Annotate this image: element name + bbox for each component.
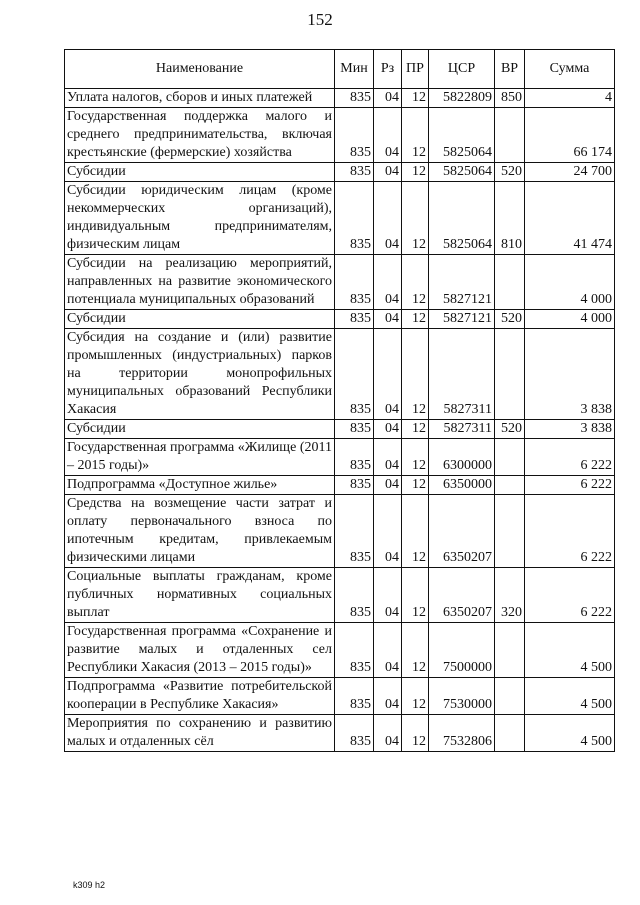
page-number: 152: [307, 10, 333, 29]
row-pr: 12: [402, 439, 429, 476]
row-min: 835: [335, 715, 374, 752]
row-vr: 520: [495, 420, 525, 439]
row-rz: 04: [374, 255, 402, 310]
row-name: Социальные выплаты гражданам, кроме публичных нормативных социальных выплат: [65, 568, 335, 623]
row-sum: 4 500: [525, 623, 615, 678]
row-vr: 520: [495, 163, 525, 182]
row-name: Субсидии: [65, 163, 335, 182]
row-sum: 4 000: [525, 255, 615, 310]
row-vr: [495, 715, 525, 752]
row-csr: 7532806: [429, 715, 495, 752]
row-min: 835: [335, 329, 374, 420]
row-pr: 12: [402, 623, 429, 678]
row-pr: 12: [402, 310, 429, 329]
table-row: [65, 476, 615, 495]
row-min: 835: [335, 476, 374, 495]
row-vr: 850: [495, 89, 525, 108]
row-min: 835: [335, 89, 374, 108]
row-pr: 12: [402, 420, 429, 439]
row-csr: 5825064: [429, 108, 495, 163]
row-rz: 04: [374, 329, 402, 420]
row-pr: 12: [402, 108, 429, 163]
row-csr: 7530000: [429, 678, 495, 715]
table-row: [65, 568, 615, 623]
row-min: 835: [335, 678, 374, 715]
row-pr: 12: [402, 476, 429, 495]
header-rz: Рз: [374, 50, 402, 89]
row-min: 835: [335, 420, 374, 439]
row-vr: 320: [495, 568, 525, 623]
row-sum: 41 474: [525, 182, 615, 255]
table-row: [65, 108, 615, 163]
row-min: 835: [335, 623, 374, 678]
row-min: 835: [335, 108, 374, 163]
row-pr: 12: [402, 678, 429, 715]
row-sum: 3 838: [525, 329, 615, 420]
table-row: [65, 310, 615, 329]
footer-code: k309 h2: [73, 880, 106, 890]
row-min: 835: [335, 568, 374, 623]
row-rz: 04: [374, 623, 402, 678]
row-csr: 5827121: [429, 310, 495, 329]
table-row: [65, 495, 615, 568]
row-name: Государственная поддержка малого и среднего предпринимательства, включая крестьянские (фермерские) хозяйства: [65, 108, 335, 163]
row-name: Уплата налогов, сборов и иных платежей: [65, 89, 335, 108]
row-rz: 04: [374, 678, 402, 715]
header-name: Наименование: [65, 50, 335, 89]
row-csr: 6300000: [429, 439, 495, 476]
row-rz: 04: [374, 163, 402, 182]
row-pr: 12: [402, 255, 429, 310]
row-name: Субсидии: [65, 420, 335, 439]
row-name: Подпрограмма «Развитие потребительской кооперации в Республике Хакасия»: [65, 678, 335, 715]
row-rz: 04: [374, 89, 402, 108]
row-sum: 6 222: [525, 476, 615, 495]
row-rz: 04: [374, 568, 402, 623]
row-csr: 5827311: [429, 329, 495, 420]
header-pr: ПР: [402, 50, 429, 89]
header-vr: ВР: [495, 50, 525, 89]
row-min: 835: [335, 163, 374, 182]
row-min: 835: [335, 439, 374, 476]
row-vr: 520: [495, 310, 525, 329]
row-csr: 7500000: [429, 623, 495, 678]
row-sum: 4 500: [525, 715, 615, 752]
row-rz: 04: [374, 495, 402, 568]
row-min: 835: [335, 495, 374, 568]
row-vr: [495, 108, 525, 163]
row-sum: 66 174: [525, 108, 615, 163]
table-row: [65, 182, 615, 255]
table-row: [65, 163, 615, 182]
row-vr: [495, 255, 525, 310]
header-min: Мин: [335, 50, 374, 89]
row-pr: 12: [402, 568, 429, 623]
row-name: Государственная программа «Жилище (2011 – 2015 годы)»: [65, 439, 335, 476]
row-vr: [495, 476, 525, 495]
row-name: Субсидии на реализацию мероприятий, направленных на развитие экономического потенциала муниципальных образований: [65, 255, 335, 310]
row-vr: [495, 623, 525, 678]
row-rz: 04: [374, 310, 402, 329]
row-csr: 6350207: [429, 495, 495, 568]
row-name: Субсидия на создание и (или) развитие промышленных (индустриальных) парков на территории монопрофильных муниципальных образований Республики Хакасия: [65, 329, 335, 420]
row-name: Средства на возмещение части затрат и оплату первоначального взноса по ипотечным кредитам, привлекаемым физическими лицами: [65, 495, 335, 568]
row-vr: [495, 495, 525, 568]
table-row: [65, 439, 615, 476]
table-row: [65, 89, 615, 108]
table-row: [65, 623, 615, 678]
row-csr: 5825064: [429, 182, 495, 255]
row-csr: 5827121: [429, 255, 495, 310]
row-name: Мероприятия по сохранению и развитию малых и отдаленных сёл: [65, 715, 335, 752]
header-sum: Сумма: [525, 50, 615, 89]
row-rz: 04: [374, 108, 402, 163]
header-csr: ЦСР: [429, 50, 495, 89]
row-sum: 4: [525, 89, 615, 108]
row-pr: 12: [402, 182, 429, 255]
row-sum: 3 838: [525, 420, 615, 439]
row-csr: 6350000: [429, 476, 495, 495]
table-row: [65, 420, 615, 439]
row-name: Субсидии: [65, 310, 335, 329]
row-sum: 4 000: [525, 310, 615, 329]
table-row: [65, 678, 615, 715]
row-sum: 6 222: [525, 439, 615, 476]
table-header-row: [65, 50, 615, 89]
budget-table: [64, 49, 615, 752]
row-name: Субсидии юридическим лицам (кроме некоммерческих организаций), индивидуальным предпринимателям, физическим лицам: [65, 182, 335, 255]
row-name: Государственная программа «Сохранение и развитие малых и отдаленных сел Республики Хакасия (2013 – 2015 годы)»: [65, 623, 335, 678]
row-sum: 4 500: [525, 678, 615, 715]
row-pr: 12: [402, 329, 429, 420]
row-pr: 12: [402, 89, 429, 108]
row-min: 835: [335, 255, 374, 310]
row-rz: 04: [374, 439, 402, 476]
row-csr: 5825064: [429, 163, 495, 182]
row-rz: 04: [374, 420, 402, 439]
row-csr: 5822809: [429, 89, 495, 108]
row-sum: 6 222: [525, 495, 615, 568]
table-row: [65, 329, 615, 420]
row-rz: 04: [374, 715, 402, 752]
row-rz: 04: [374, 182, 402, 255]
row-vr: [495, 678, 525, 715]
row-vr: [495, 329, 525, 420]
row-vr: [495, 439, 525, 476]
row-sum: 24 700: [525, 163, 615, 182]
row-csr: 5827311: [429, 420, 495, 439]
row-pr: 12: [402, 715, 429, 752]
row-pr: 12: [402, 163, 429, 182]
row-sum: 6 222: [525, 568, 615, 623]
table-row: [65, 255, 615, 310]
row-pr: 12: [402, 495, 429, 568]
table-row: [65, 715, 615, 752]
row-min: 835: [335, 182, 374, 255]
row-min: 835: [335, 310, 374, 329]
row-vr: 810: [495, 182, 525, 255]
row-csr: 6350207: [429, 568, 495, 623]
row-name: Подпрограмма «Доступное жилье»: [65, 476, 335, 495]
row-rz: 04: [374, 476, 402, 495]
